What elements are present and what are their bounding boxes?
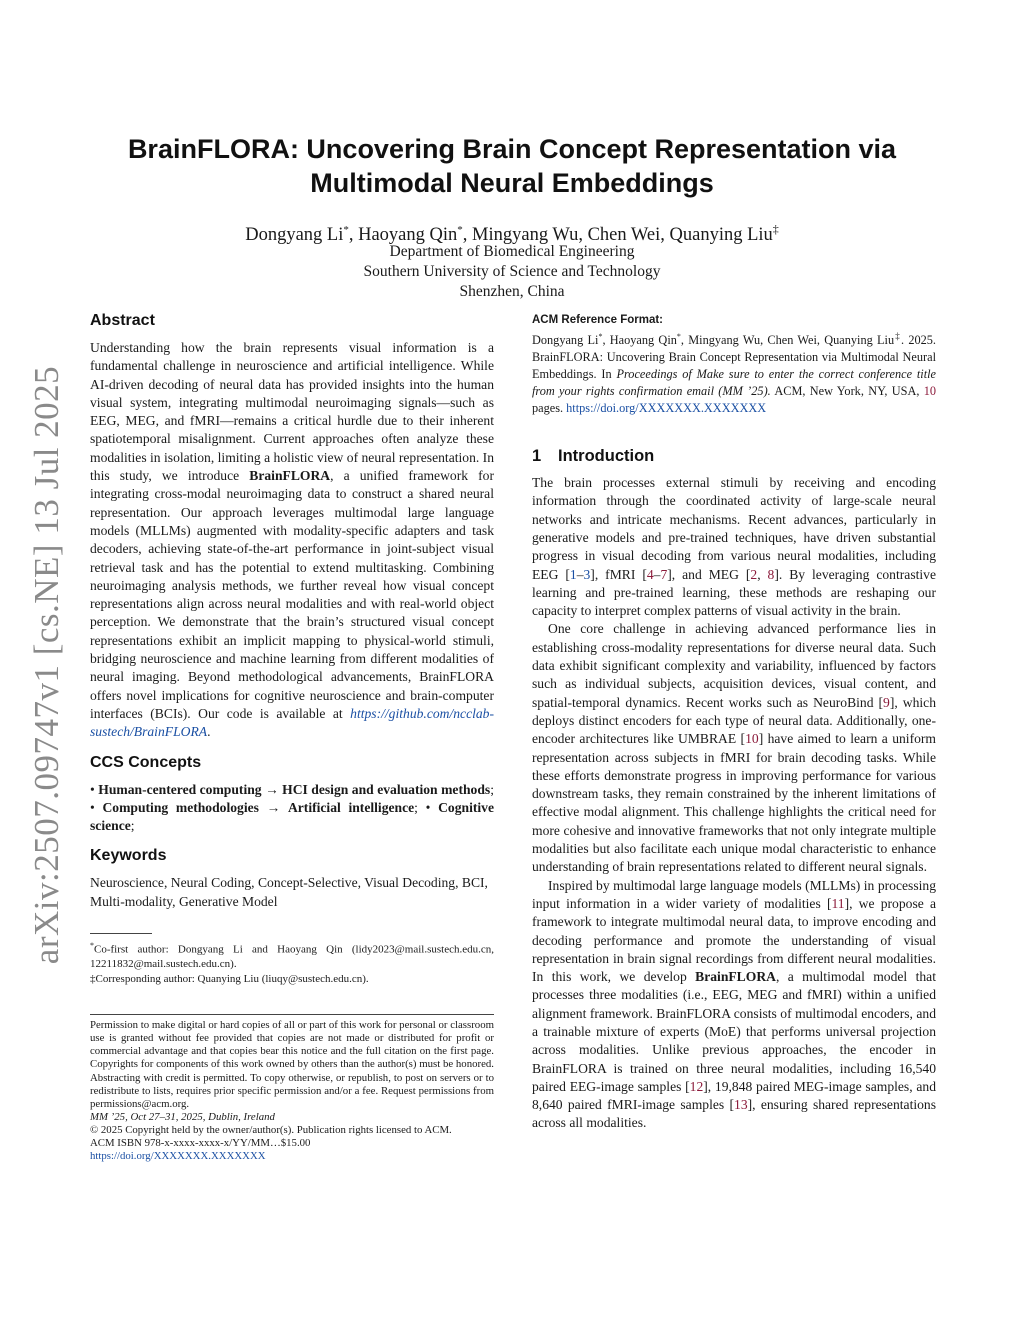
acm-ref-tail: ACM, New York, NY, USA,	[770, 384, 924, 399]
acm-ref-proceedings: Proceedings of Make sure to enter the correct conference title from your rights confirmation email (MM ’25).	[532, 367, 936, 399]
cite-dash: –	[576, 566, 584, 582]
intro-p1-b: ], fMRI [	[590, 566, 647, 582]
intro-p1-a: The brain processes external stimuli by receiving and encoding information through the coordinated activity of large-scale neural networks and intricate mechanisms. Recent advances, particularly in generative models and pre-trained techniques, have driven substantial progress in visual decoding from various neural modalities, including EEG [	[532, 475, 936, 582]
intro-p1-c: ], and MEG [	[667, 566, 751, 582]
paper-title	[90, 132, 934, 200]
citation[interactable]: 8	[767, 566, 775, 582]
arxiv-stamp	[22, 365, 72, 965]
acm-ref-text: . 2025. BrainFLORA: Uncovering Brain Concept Representation via Multimodal Neural Embeddings. In	[532, 333, 937, 382]
intro-p3-c: , a multimodal model that processes three modalities (i.e., EEG, MEG and fMRI) within a unified alignment framework. BrainFLORA consists of multimodal encoders, and a trainable mixture of experts (MoE) that performs universal projection across modalities. Unlike previous approaches, the encoder in BrainFLORA is trained on three neural modalities, including 16,540 paired EEG-image samples [	[532, 969, 936, 1094]
citation[interactable]: 3	[583, 566, 591, 582]
acm-reference: Dongyang Li*, Haoyang Qin*, Mingyang Wu, Chen Wei, Quanying Liu‡. 2025. BrainFLORA: Uncovering Brain Concept Representation via Multimodal Neural Embeddings. In Proceedings of Make sure to enter the correct conference title from your rights confirmation email (MM ’25). ACM, New York, NY, USA, 10 pages. https://doi.org/XXXXXXX.XXXXXXX	[532, 331, 937, 416]
affiliation-university: Southern University of Science and Technology	[363, 263, 661, 280]
ccs-concept-5: Cognitive science	[90, 799, 494, 834]
author-2: , Haoyang Qin	[348, 225, 458, 246]
intro-p3-e: ], ensuring shared representations across all modalities.	[532, 1097, 937, 1131]
abstract-heading: Abstract	[90, 312, 155, 329]
citation[interactable]: 10	[745, 731, 759, 747]
ccs-concept-2: HCI design and evaluation methods	[282, 781, 491, 797]
intro-p3-d: ], 19,848 paired MEG-image samples, and 8,640 paired fMRI-image samples [	[532, 1078, 936, 1113]
cite-comma: ,	[757, 566, 768, 582]
acm-author-2: , Haoyang Qin	[602, 333, 677, 348]
title-line-1: BrainFLORA: Uncovering Brain Concept Representation via	[127, 134, 897, 164]
intro-p2-b: ], which deploys distinct encoders for each type of neural data. Additionally, one-encoder architectures like UMBRAE [	[532, 694, 936, 747]
citation[interactable]: 12	[689, 1078, 704, 1094]
intro-bold-name: BrainFLORA	[695, 969, 776, 985]
intro-paragraph-2	[532, 620, 936, 876]
acm-authors-rest: , Mingyang Wu, Chen Wei, Quanying Liu	[680, 333, 895, 348]
acm-ref-pages-tail: pages.	[532, 401, 567, 416]
citation[interactable]: 11	[831, 895, 845, 911]
title-line-2: Multimodal Neural Embeddings	[310, 168, 714, 198]
right-column	[532, 314, 936, 1133]
acm-doi-link[interactable]: https://doi.org/XXXXXXX.XXXXXXX	[566, 401, 767, 416]
footnote-corresponding: ‡Corresponding author: Quanying Liu (liuqy@sustech.edu.cn).	[90, 972, 369, 985]
left-column	[90, 310, 494, 1163]
footnote-cofirst: *Co-first author: Dongyang Li and Haoyang Qin (lidy2023@mail.sustech.edu.cn, 12211832@mail.sustech.edu.cn).	[90, 941, 494, 971]
intro-p1-d: ]. By leveraging contrastive learning and pre-trained learning, these methods are reshaping our capacity to interpret complex patterns of visual activity in the brain.	[532, 566, 936, 619]
keywords-heading: Keywords	[90, 847, 167, 865]
citation[interactable]: 1	[569, 566, 577, 582]
ccs-heading: CCS Concepts	[90, 753, 202, 771]
ccs-concept-3: Computing methodologies	[102, 799, 259, 815]
acm-author-1: Dongyang Li	[532, 333, 599, 348]
authors-rest: , Mingyang Wu, Chen Wei, Quanying Liu	[462, 225, 773, 246]
abstract-bold-name: BrainFLORA	[249, 468, 331, 484]
intro-heading	[532, 445, 936, 467]
permission-rule	[90, 1014, 494, 1015]
intro-p3-b: ], we propose a framework to integrate multimodal neural data, to improve encoding and decoding performance and promote the understanding of visual representation in brain signal recordings from different neural modalities. In this work, we develop	[532, 895, 936, 985]
intro-paragraph-1	[532, 474, 936, 620]
intro-paragraph-3	[532, 877, 936, 1133]
arrow-icon: →	[266, 799, 281, 815]
abstract-body-a: Understanding how the brain represents visual information is a fundamental challenge in neuroscience and artificial intelligence. While AI-driven decoding of neural data has provided insights into the human visual system, integrating multimodal neuroimaging signals—such as EEG, MEG, and fMRI—remains a critical hurdle due to their inherent spatiotemporal misalignment. Current approaches often analyze these modalities in isolation, limiting a holistic view of neural representation. In this study, we introduce	[90, 340, 494, 484]
intro-p3-a: Inspired by multimodal large language models (MLLMs) in processing input information in a wider variety of modalities [	[532, 877, 936, 911]
section-title: Introduction	[558, 447, 655, 466]
corresponding-mark: ‡	[772, 222, 779, 236]
intro-p2-c: ] have aimed to learn a uniform representation across subjects in fMRI for brain decoding tasks. While these efforts demonstrate progress in improving performance for various downstream tasks, they remain constrained by the inherent limitations of effective modal alignment. This challenge highlights the critical need for more cohesive and innovative frameworks that not only integrate multiple modalities but also facilitate each unique modal characteristic to enhance understanding of brain representations related to different neural signals.	[532, 731, 936, 875]
isbn-line: ACM ISBN 978-x-xxxx-xxxx-x/YY/MM…$15.00	[90, 1137, 311, 1150]
cofirst-mark: *	[343, 224, 349, 236]
ccs-concept-1: Human-centered computing	[98, 781, 262, 797]
section-number: 1	[532, 447, 542, 466]
ccs-concept-4: Artificial intelligence	[287, 799, 415, 815]
citation[interactable]: 7	[660, 566, 668, 582]
cite-dash: –	[653, 566, 661, 582]
affiliation-location: Shenzhen, China	[459, 283, 565, 300]
doi-link[interactable]: https://doi.org/XXXXXXX.XXXXXXX	[90, 1150, 266, 1163]
footnote-cofirst-text: Co-first author: Dongyang Li and Haoyang Qin (lidy2023@mail.sustech.edu.cn, 12211832@mail.sustech.edu.cn).	[90, 943, 494, 971]
permission-notice: Permission to make digital or hard copies of all or part of this work for personal or classroom use is granted without fee provided that copies are not made or distributed for profit or commercial advantage and that copies bear this notice and the full citation on the first page. Copyrights for components of this work owned by others than the author(s) must be honored. Abstracting with credit is permitted. To copy otherwise, or republish, to post on servers or to redistribute to lists, requires prior specific permission and/or a fee. Request permissions from permissions@acm.org.	[90, 1019, 494, 1110]
author-1: Dongyang Li	[245, 225, 344, 246]
arxiv-id: arXiv:2507.09747v1 [cs.NE] 13 Jul 2025	[27, 365, 66, 965]
copyright-line: © 2025 Copyright held by the owner/author(s). Publication rights licensed to ACM.	[90, 1123, 452, 1136]
abstract-end: .	[207, 724, 211, 740]
citation[interactable]: 2	[750, 566, 758, 582]
abstract-body-b: , a unified framework for integrating cross-modal neuroimaging data to construct a shared neural representation. Our approach leverages multimodal large language models (MLLMs) augmented with modality-specific adapters and task decoders, achieving state-of-the-art performance in joint-subject visual retrieval task and has the potential to extend multitasking. Combining neuroimaging analysis methods, we further reveal how visual concept representations align across neural modalities and with real-world object perception. We demonstrate that the brain’s structured visual concept representations exhibit an implicit mapping to physical-world stimuli, bridging neuroscience and machine learning from different modalities of neural imaging. Beyond methodological advancements, BrainFLORA offers novel implications for cognitive neuroscience and brain-computer interfaces (BCIs). Our code is available at	[90, 468, 494, 721]
arrow-icon: →	[265, 781, 279, 797]
footnote-rule	[90, 933, 152, 934]
citation[interactable]: 9	[883, 694, 890, 710]
citation[interactable]: 13	[734, 1097, 748, 1113]
affiliation-dept: Department of Biomedical Engineering	[389, 243, 635, 260]
abstract-text	[90, 339, 494, 742]
code-link[interactable]: https://github.com/ncclab-sustech/BrainFLORA	[90, 705, 494, 740]
conference-info: MM ’25, Oct 27–31, 2025, Dublin, Ireland	[90, 1110, 275, 1123]
ccs-concepts: • Human-centered computing → HCI design and evaluation methods; • Computing methodologies → Artificial intelligence; • Cognitive science;	[90, 781, 494, 834]
citation[interactable]: 4	[646, 566, 654, 582]
keywords-text: Neuroscience, Neural Coding, Concept-Selective, Visual Decoding, BCI, Multi-modality, Generative Model	[90, 875, 488, 909]
cofirst-mark: *	[457, 224, 463, 236]
page-count-link[interactable]: 10	[923, 384, 936, 399]
intro-p2-a: One core challenge in achieving advanced performance lies in establishing cross-modality representations for diverse neural data. Such data exhibit significant complexity and variability, influenced by factors such as individual subjects, acquisition devices, visual content, and spatial-temporal dynamics. Recent works such as NeuroBind [	[532, 621, 936, 710]
acm-ref-heading: ACM Reference Format:	[532, 314, 663, 326]
